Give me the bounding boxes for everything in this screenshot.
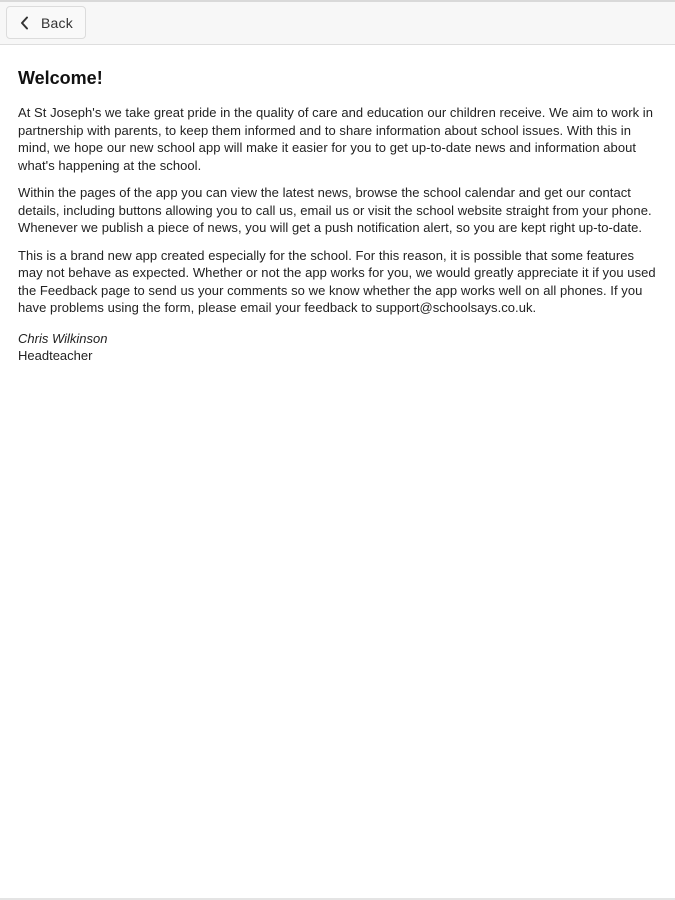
signature xyxy=(18,330,657,365)
welcome-paragraph: At St Joseph's we take great pride in the quality of care and education our children receive. We aim to work in partnership with parents, to keep them informed and to share information about school issues. With this in mind, we hope our new school app will make it easier for you to get up-to-date news and information about what's happening at the school. xyxy=(18,105,654,173)
chevron-left-icon xyxy=(18,16,30,30)
top-toolbar xyxy=(0,2,675,45)
back-button[interactable] xyxy=(6,6,86,39)
signature-name: Chris Wilkinson xyxy=(18,330,108,346)
signature-role: Headteacher xyxy=(18,348,93,363)
main-content xyxy=(0,45,675,365)
page-title: Welcome! xyxy=(18,68,103,88)
back-button-label: Back xyxy=(41,14,73,31)
app-features-paragraph: Within the pages of the app you can view the latest news, browse the school calendar and get our contact details, including buttons allowing you to call us, email us or visit the school website straight from your phone. Whenever we publish a piece of news, you will get a push notification alert, so you are kept right up-to-date. xyxy=(18,185,652,235)
feedback-paragraph: This is a brand new app created especially for the school. For this reason, it is possible that some features may not behave as expected. Whether or not the app works for you, we would greatly appreciate it if you used the Feedback page to send us your comments so we know whether the app works well on all phones. If you have problems using the form, please email your feedback to support@schoolsays.co.uk. xyxy=(18,247,656,315)
